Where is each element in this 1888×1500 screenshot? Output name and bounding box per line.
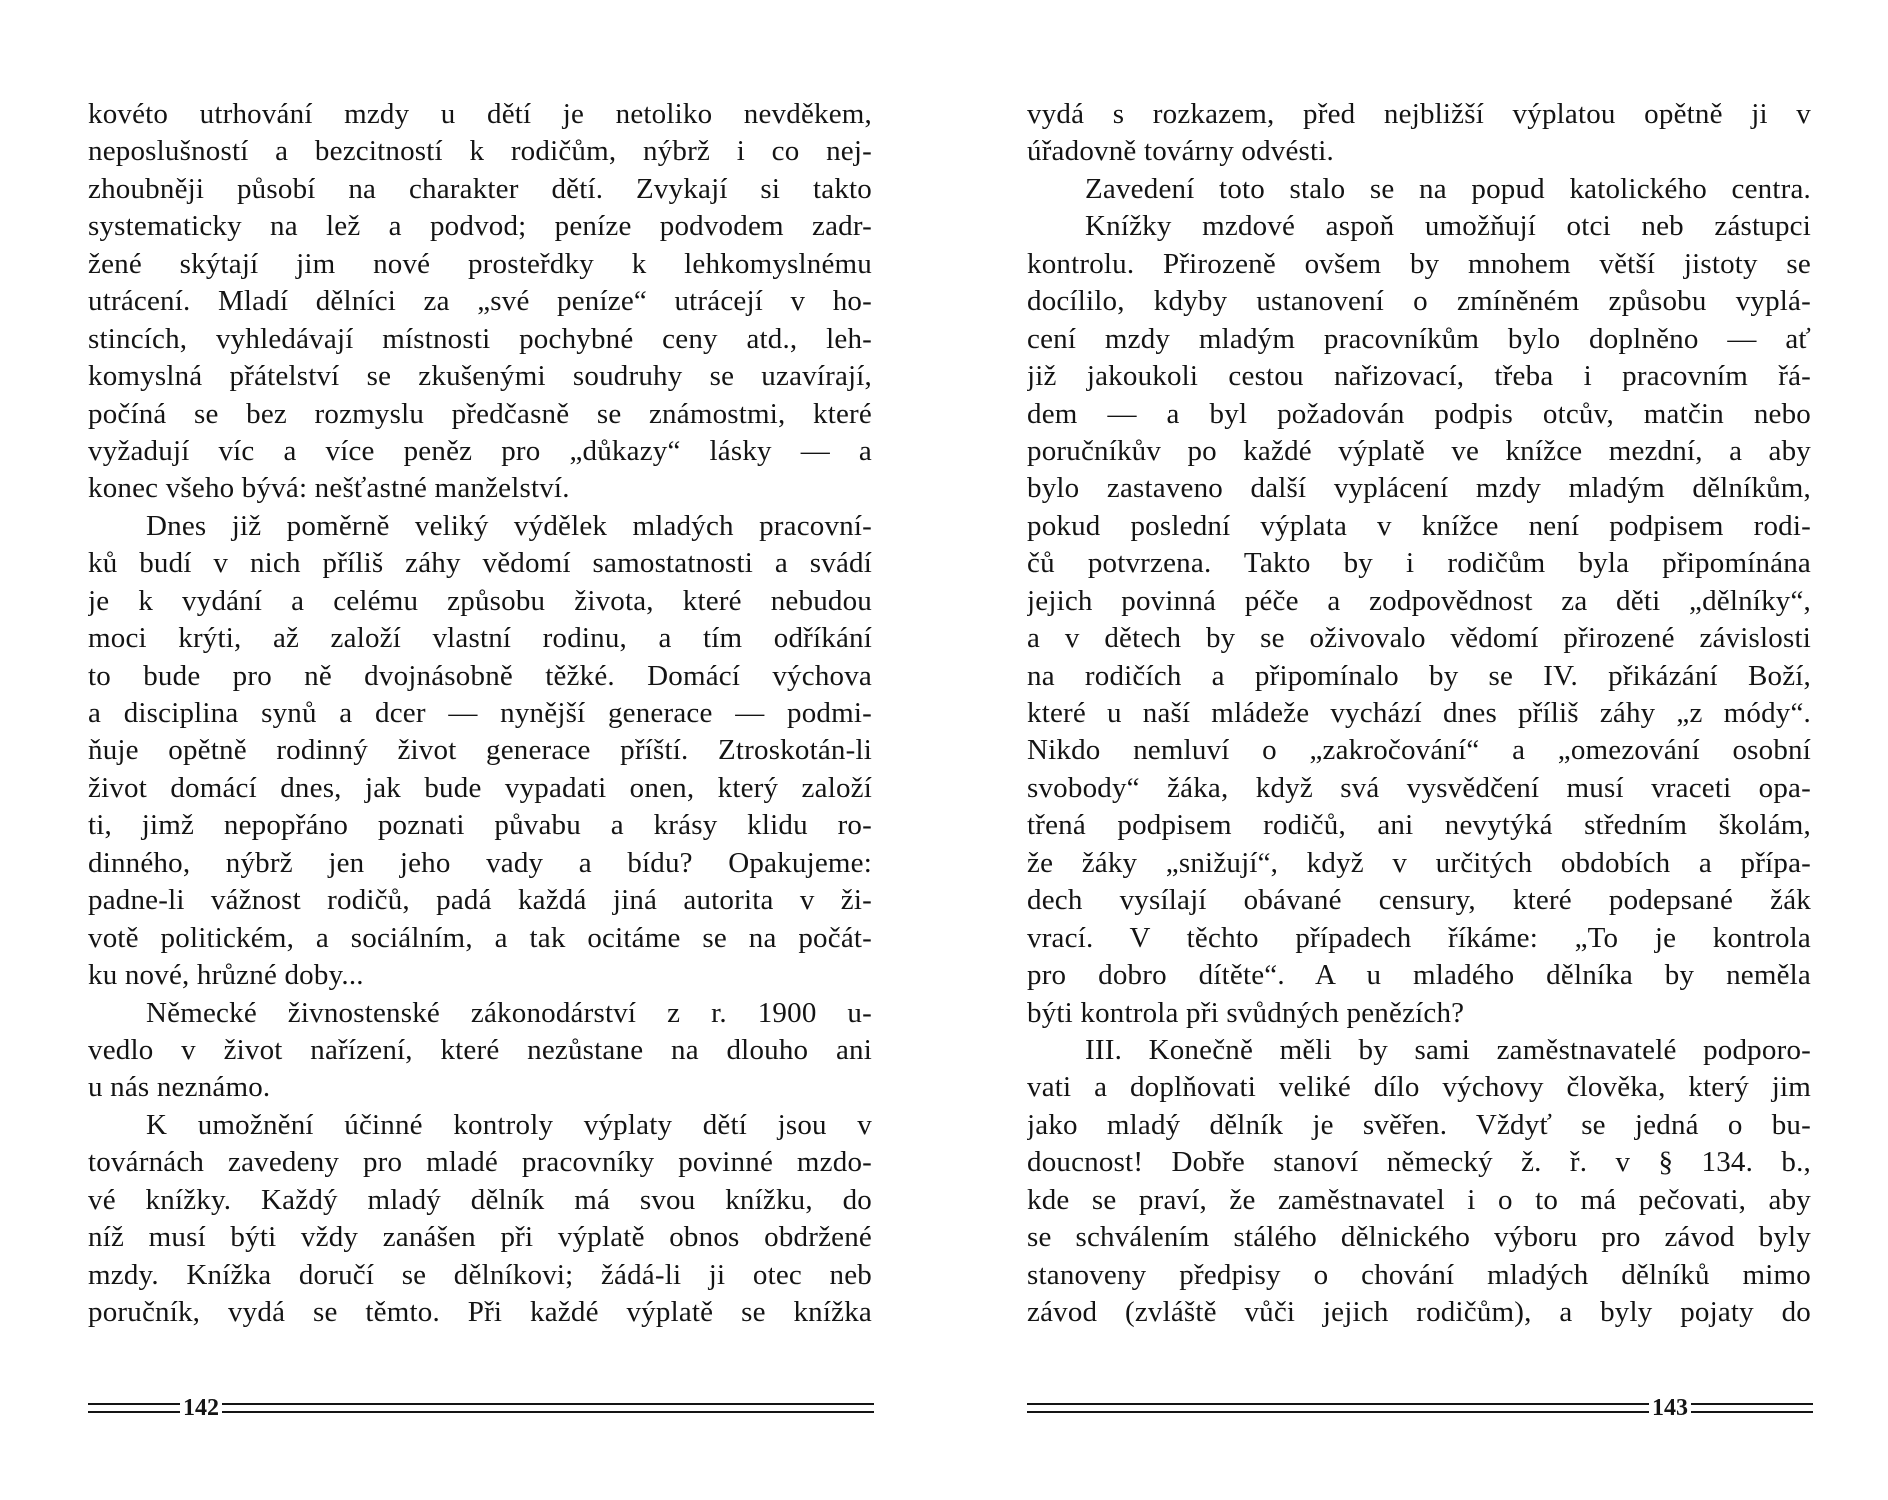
text-line: a v dětech by se oživovalo vědomí přirozené závislosti xyxy=(1027,622,1811,655)
footer-rule xyxy=(1691,1403,1813,1413)
text-line: mzdy. Knížka doručí se dělníkovi; žádá-li ji otec neb xyxy=(88,1258,872,1291)
text-line: ků budí v nich příliš záhy vědomí samostatnosti a svádí xyxy=(88,547,872,580)
text-line: býti kontrola při svůdných penězích? xyxy=(1027,996,1465,1029)
right-page-footer xyxy=(1027,1396,1813,1420)
text-line: kontrolu. Přirozeně ovšem by mnohem větší jistoty se xyxy=(1027,247,1811,280)
text-line: poručník, vydá se těmto. Při každé výplatě se knížka xyxy=(88,1296,872,1328)
text-line: ti, jimž nepopřáno poznati půvabu a krásy klidu ro- xyxy=(88,809,872,842)
text-line: doucnost! Dobře stanoví německý ž. ř. v § 134. b., xyxy=(1027,1146,1811,1179)
text-line: K umožnění účinné kontroly výplaty dětí jsou v xyxy=(146,1108,872,1141)
text-line: dinného, nýbrž jen jeho vady a bídu? Opakujeme: xyxy=(88,846,872,879)
left-page xyxy=(88,96,872,1331)
text-line: kde se praví, že zaměstnavatel i o to má pečovati, aby xyxy=(1027,1183,1811,1216)
text-line: stincích, vyhledávají místnosti pochybné ceny atd., leh- xyxy=(88,322,872,355)
text-line: zhoubněji působí na charakter dětí. Zvykají si takto xyxy=(88,172,872,205)
text-line: pro dobro dítěte“. A u mladého dělníka by neměla xyxy=(1027,959,1811,992)
text-line: počíná se bez rozmyslu předčasně se známostmi, které xyxy=(88,397,872,430)
text-line: vati a doplňovati veliké dílo výchovy člověka, který jim xyxy=(1027,1071,1811,1104)
text-line: život domácí dnes, jak bude vypadati onen, který založí xyxy=(88,771,872,804)
text-line: svobody“ žáka, když svá vysvědčení musí vraceti opa- xyxy=(1027,771,1811,804)
text-line: továrnách zavedeny pro mladé pracovníky povinné mzdo- xyxy=(88,1146,872,1179)
text-line: neposlušností a bezcitností k rodičům, nýbrž i co nej- xyxy=(88,135,872,168)
text-line: Nikdo nemluví o „zakročování“ a „omezování osobní xyxy=(1027,734,1811,767)
left-page-footer xyxy=(88,1396,874,1420)
text-line: III. Konečně měli by sami zaměstnavatelé podporo- xyxy=(1085,1033,1811,1066)
text-line: vé knížky. Každý mladý dělník má svou knížku, do xyxy=(88,1183,872,1216)
text-line: moci krýti, až založí vlastní rodinu, a tím odříkání xyxy=(88,622,872,655)
footer-rule xyxy=(1027,1403,1649,1413)
text-line: vyžadují víc a více peněz pro „důkazy“ lásky — a xyxy=(88,434,872,467)
text-line: závod (zvláště vůči jejich rodičům), a byly pojaty do xyxy=(1027,1296,1811,1328)
text-line: žené skýtají jim nové prosteřdky k lehkomyslnému xyxy=(88,247,872,280)
text-line: již jakoukoli cestou nařizovací, třeba i pracovním řá- xyxy=(1027,360,1811,393)
text-line: vedlo v život nařízení, které nezůstane na dlouho ani xyxy=(88,1033,872,1066)
text-line: jejich povinná péče a zodpovědnost za děti „dělníky“, xyxy=(1027,584,1811,617)
text-line: které u naší mládeže vychází dnes příliš záhy „z módy“. xyxy=(1027,697,1811,729)
text-line: Německé živnostenské zákonodárství z r. 1900 u- xyxy=(146,996,872,1029)
text-line: jako mladý dělník je svěřen. Vždyť se jedná o bu- xyxy=(1027,1108,1811,1141)
text-line: ňuje opětně rodinný život generace příští. Ztroskotán-li xyxy=(88,734,872,767)
footer-rule xyxy=(222,1403,874,1413)
text-line: Knížky mzdové aspoň umožňují otci neb zástupci xyxy=(1085,210,1811,243)
footer-rule xyxy=(88,1403,180,1413)
text-line: dech vysílají obávané censury, které podepsané žák xyxy=(1027,884,1811,917)
text-line: kovéto utrhování mzdy u dětí je netoliko nevděkem, xyxy=(88,98,872,130)
text-line: padne-li vážnost rodičů, padá každá jiná autorita v ži- xyxy=(88,884,872,917)
text-line: je k vydání a celému způsobu života, které nebudou xyxy=(88,584,872,617)
text-line: votě politickém, a sociálním, a tak ocitáme se na počát- xyxy=(88,921,872,954)
text-line: a disciplina synů a dcer — nynější generace — podmi- xyxy=(88,697,872,729)
text-line: vydá s rozkazem, před nejbližší výplatou opětně ji v xyxy=(1027,98,1811,130)
text-line: vrací. V těchto případech říkáme: „To je kontrola xyxy=(1027,921,1811,954)
text-line: cení mzdy mladým pracovníkům bylo doplněno — ať xyxy=(1027,322,1811,355)
text-line: Dnes již poměrně veliký výdělek mladých pracovní- xyxy=(146,509,872,542)
text-line: to bude pro ně dvojnásobně těžké. Domácí výchova xyxy=(88,659,872,692)
text-line: poručníkův po každé výplatě ve knížce mezdní, a aby xyxy=(1027,434,1811,467)
text-line: třená podpisem rodičů, ani nevytýká středním školám, xyxy=(1027,809,1811,842)
text-line: ku nové, hrůzné doby... xyxy=(88,959,364,992)
text-line: pokud poslední výplata v knížce není podpisem rodi- xyxy=(1027,509,1811,542)
page-number: 143 xyxy=(1652,1395,1688,1421)
text-line: Zavedení toto stalo se na popud katolického centra. xyxy=(1085,172,1811,205)
text-line: komyslná přátelství se zkušenými soudruhy se uzavírají, xyxy=(88,360,872,393)
text-line: dem — a byl požadován podpis otcův, matčin nebo xyxy=(1027,397,1811,430)
text-line: systematicky na lež a podvod; peníze podvodem zadr- xyxy=(88,210,872,243)
text-line: docílilo, kdyby ustanovení o zmíněném způsobu vyplá- xyxy=(1027,285,1811,318)
text-line: konec všeho bývá: nešťastné manželství. xyxy=(88,472,570,505)
text-line: že žáky „snižují“, když v určitých obdobích a přípa- xyxy=(1027,846,1811,879)
text-line: bylo zastaveno další vyplácení mzdy mladým dělníkům, xyxy=(1027,472,1811,505)
page-number: 142 xyxy=(183,1395,219,1421)
text-line: úřadovně továrny odvésti. xyxy=(1027,135,1335,168)
text-line: se schválením stálého dělnického výboru pro závod byly xyxy=(1027,1221,1811,1254)
text-line: utrácení. Mladí dělníci za „své peníze“ utrácejí v ho- xyxy=(88,285,872,318)
right-page xyxy=(1027,96,1811,1331)
text-line: stanoveny předpisy o chování mladých dělníků mimo xyxy=(1027,1258,1811,1291)
text-line: na rodičích a připomínalo by se IV. přikázání Boží, xyxy=(1027,659,1811,692)
text-line: níž musí býti vždy zanášen při výplatě obnos obdržené xyxy=(88,1221,872,1254)
text-line: u nás neznámo. xyxy=(88,1071,271,1104)
text-line: čů potvrzena. Takto by i rodičům byla připomínána xyxy=(1027,547,1811,580)
